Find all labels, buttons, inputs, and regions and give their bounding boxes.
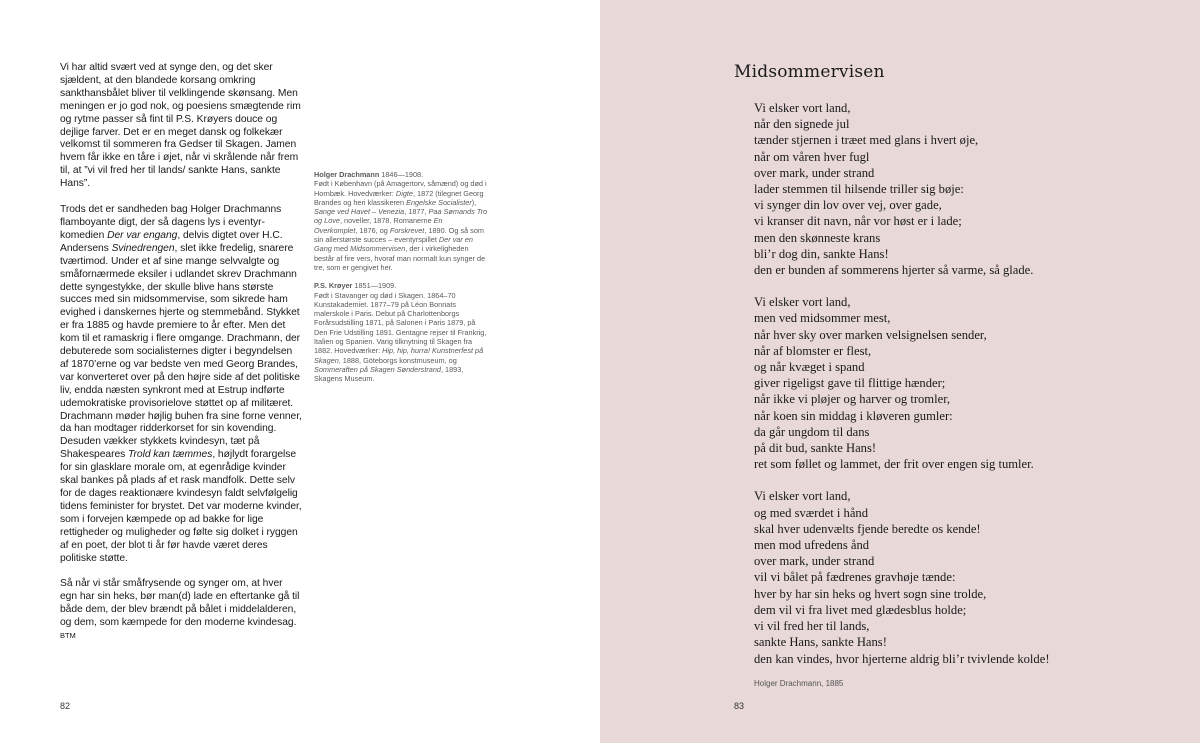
poem-line: når den signede jul: [754, 117, 850, 132]
poem-line: og med sværdet i hånd: [754, 505, 869, 520]
poem-line: når koen sin middag i kløveren gumler:: [754, 408, 953, 423]
poem-line: den er bunden af sommerens hjerter så varme, så glade.: [754, 263, 1034, 278]
poem-line: når hver sky over marken velsignelsen sender,: [754, 327, 987, 342]
poem-line: over mark, under strand: [754, 165, 875, 180]
poem-line: Vi elsker vort land,: [754, 101, 851, 115]
essay-text: [60, 62, 302, 641]
poem-line: men den skønneste krans: [754, 230, 881, 245]
right-page: [600, 0, 1200, 743]
poem-line: over mark, under strand: [754, 554, 875, 569]
poem-line: når ikke vi pløjer og harver og tromler,: [754, 392, 951, 407]
poem-title: Midsommervisen: [734, 62, 885, 82]
poem-line: på dit bud, sankte Hans!: [754, 441, 877, 456]
poem-line: den kan vindes, hvor hjerterne aldrig bli’r tvivlende kolde!: [754, 651, 1050, 666]
poem-line: når om våren hver fugl: [754, 149, 870, 164]
poem-line: vil vi bålet på fædrenes gravhøje tænde:: [754, 570, 956, 585]
poem-line: ret som føllet og lammet, der frit over engen sig tumler.: [754, 457, 1034, 472]
poem-line: men mod ufredens ånd: [754, 538, 870, 553]
poem-line: men ved midsommer mest,: [754, 311, 891, 326]
poem-line: dem vil vi fra livet med glædesblus holde;: [754, 602, 967, 617]
poem-line: hver by har sin heks og hvert sogn sine trolde,: [754, 586, 987, 601]
poem-line: og når kvæget i spand: [754, 360, 865, 375]
poem-line: giver rigeligst gave til flittige hænder;: [754, 376, 946, 391]
biography-notes: [314, 170, 488, 384]
poem-line: når af blomster er flest,: [754, 343, 872, 358]
page-number-right: 83: [734, 701, 745, 711]
poem-line: vi kranser dit navn, når vor høst er i lade;: [754, 214, 962, 229]
essay-paragraph: Så når vi står småfrysende og synger om, at hver egn har sin heks, bør man(d) lade en eftertanke gå til både dem, der blev brændt på bålet i middelalderen, og dem, som kæmpede for den moderne kvindesag.: [60, 578, 300, 629]
poem-stanza: [754, 488, 1174, 666]
poem-stanza: [754, 100, 1174, 278]
biography-note: P.S. Krøyer 1851—1909. Født i Stavanger og død i Skagen. 1864–70 Kunstakademiet. 1877–79 på Léon Bonnats malerskole i Paris. Debut på Charlottenborgs Forårsudstilling 1871, på Salonen i Paris 1879, på Den Frie Udstilling 1891. Gentagne rejser til Frankrig, Italien og Spanien. Varig tilknytning til Skagen fra 1882. Hovedværker: Hip, hip, hurra! Kunstnerfest på Skagen, 1888, Göteborgs konstmuseum, og Sommeraften på Skagen Sønderstrand, 1893, Skagens Museum.: [314, 281, 487, 384]
essay-paragraph: Vi har altid svært ved at synge den, og det sker sjældent, at den blandede korsang omkring sankthansbålet bliver til velklingende skønsang. Men meningen er jo god nok, og poesiens smægtende rim og rytme passer så fint til P.S. Krøyers douce og dejlige farver. Det er en meget dansk og folkekær velkomst til sommeren fra Gedser til Skagen. Jamen hvem får ikke en tåre i øjet, når vi skrålende når frem til, at ”vi vil fred her til lands/ sankte Hans, sankte Hans”.: [60, 62, 301, 190]
poem-line: Vi elsker vort land,: [754, 489, 851, 504]
essay-paragraph: Trods det er sandheden bag Holger Drachmanns flamboyante digt, der så dagens lys i eventyrkomedien Der var engang, delvis digtet over H.C. Andersens Svinedrengen, slet ikke fredelig, snarere tværtimod. Under et af sine mange selvvalgte og småfornærmede eksiler i udlandet skrev Drachmann dette syngestykke, der skulle blive hans største succes med sin midsommervise, som sikrede ham evighed i danskernes hjerte og stemmebånd. Stykket er fra 1885 og havde premiere to år efter. Men det kom til et ramaskrig i flere omgange. Drachmann, der debuterede som socialisternes digter i begyndelsen af 1870’erne og var bedste ven med Georg Brandes, var konverteret over på den højre side af det politiske liv, endda næsten synkront med at Estrup indførte udemokratiske provisorielove støttet op af militæret. Drachmann møder højlig buhen fra sine forne venner, da han modtager ridderkorset for sin kovending. Desuden vækker stykkets kvindesyn, tæt på Shakespeares Trold kan tæmmes, højlydt forargelse for sin glasklare morale om, at egenrådige kvinder skal bankes på plads af et rask mandfolk. Dette selv for de dages reaktionære kvindesyn faldt selvfølgelig tidens feminister for brystet. Det var moderne kvinder, som i forvejen kæmpede op ad bakke for lige rettigheder og muligheder og følte sig dolket i ryggen af en poet, der blot ti år før havde været deres politiske støtte.: [60, 204, 302, 564]
poem-line: da går ungdom til dans: [754, 424, 870, 439]
poem-credit: Holger Drachmann, 1885: [754, 679, 844, 688]
poem-line: bli’r dog din, sankte Hans!: [754, 246, 889, 261]
author-signature: BTM: [60, 631, 76, 641]
biography-note: Holger Drachmann 1846—1908. Født i København (på Amagertorv, såmænd) og død i Hornbæk. Hovedværker: Digte, 1872 (tilegnet Georg Brandes og heri klassikeren Engelske Socialister), Sange ved Havet – Venezia, 1877, Paa Sømands Tro og Love, noveller, 1878. Romanerne En Overkomplet, 1876, og Forskrevet, 1890. Og så som sin allerstørste succes – eventyrspillet Der var en Gang med Midsommervisen, der i virkeligheden består af fire vers, hvoraf man normalt kun synger de tre, som er gengivet her.: [314, 170, 488, 272]
page-number-left: 82: [60, 701, 71, 711]
poem-stanza: [754, 294, 1174, 472]
poem-line: lader stemmen til hilsende triller sig bøje:: [754, 182, 964, 197]
poem-line: tænder stjernen i træet med glans i hvert øje,: [754, 133, 979, 148]
poem-line: sankte Hans, sankte Hans!: [754, 635, 887, 650]
poem-line: Vi elsker vort land,: [754, 295, 851, 310]
poem-line: vi synger din lov over vej, over gade,: [754, 198, 942, 213]
poem-line: skal hver udenvælts fjende beredte os kende!: [754, 521, 981, 536]
poem: [754, 100, 1174, 667]
poem-line: vi vil fred her til lands,: [754, 619, 870, 634]
